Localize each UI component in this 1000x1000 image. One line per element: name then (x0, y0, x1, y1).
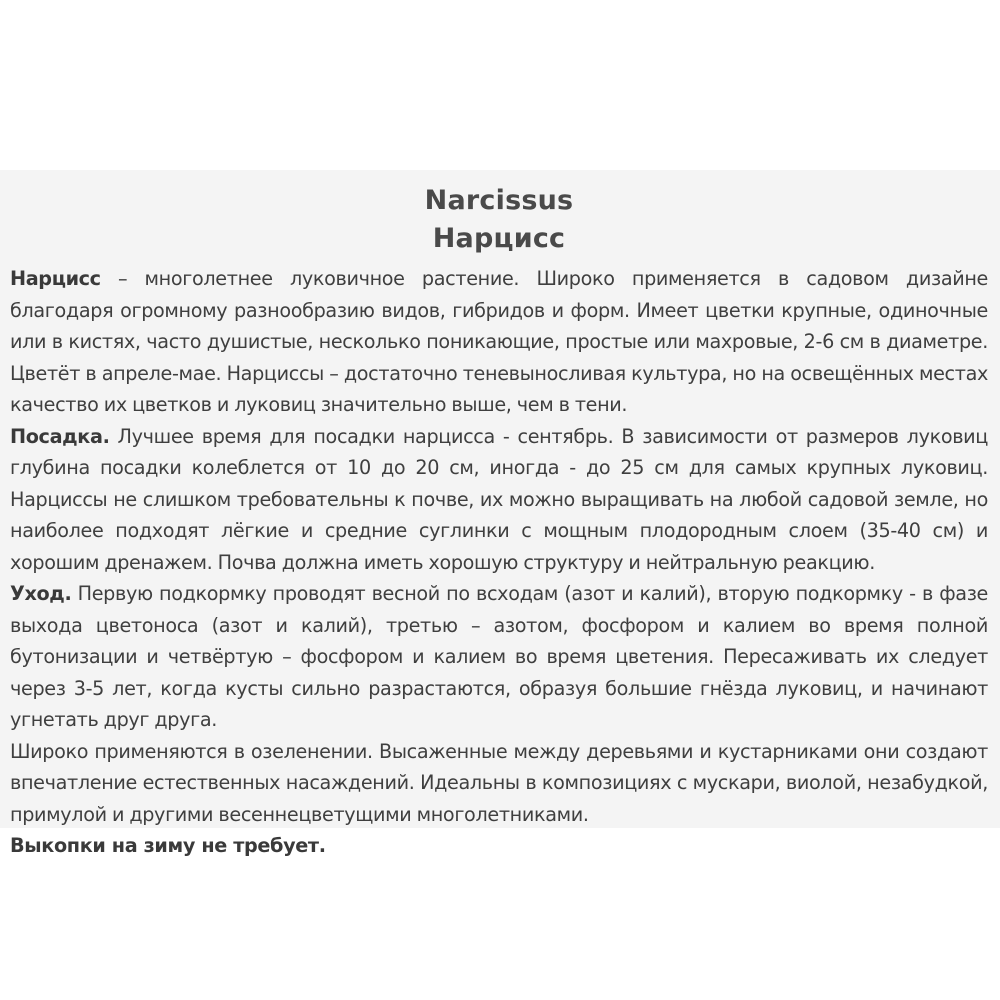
lead-planting: Посадка. (10, 424, 110, 448)
text-care: Первую подкормку проводят весной по всходам (азот и калий), вторую подкормку - в фазе выхода цветоноса (азот и калий), третью – азотом, фосфором и калием во время полной бутонизации и четвёртую – фосфором и калием во время цветения. Пересаживать их следует через 3-5 лет, когда кусты сильно разрастаются, образуя большие гнёзда луковиц, и начинают угнетать друг друга. (10, 582, 988, 731)
text-landscaping: Широко применяются в озеленении. Высаженные между деревьями и кустарниками они создают впечатление естественных насаждений. Идеальны в композициях с мускари, виолой, незабудкой, примулой и другими весеннецветущими многолетниками. (10, 739, 988, 826)
lead-care: Уход. (10, 582, 72, 605)
paragraph-landscaping (10, 736, 988, 831)
paragraph-description (10, 263, 988, 421)
title-russian: Нарцисс (432, 223, 566, 254)
title-latin: Narcissus (424, 185, 574, 216)
closing-note: Выкопки на зиму не требует. (10, 834, 326, 857)
paragraph-care (10, 578, 988, 736)
text-description: – многолетнее луковичное растение. Широко применяется в садовом дизайне благодаря огромному разнообразию видов, гибридов и форм. Имеет цветки крупные, одиночные или в кистях, часто душистые, несколько поникающие, простые или махровые, 2-6 см в диаметре. Цветёт в апреле-мае. Нарциссы – достаточно теневыносливая культура, но на освещённых местах качество их цветков и луковиц значительно выше, чем в тени. (10, 267, 988, 416)
lead-description: Нарцисс (10, 267, 101, 290)
plant-care-label (0, 170, 1000, 857)
text-planting: Лучшее время для посадки нарцисса - сентябрь. В зависимости от размеров луковиц глубина посадки колеблется от 10 до 20 см, иногда - до 25 см для самых крупных луковиц. Нарциссы не слишком требовательны к почве, их можно выращивать на любой садовой земле, но наиболее подходят лёгкие и средние суглинки с мощным плодородным слоем (35-40 см) и хорошим дренажем. Почва должна иметь хорошую структуру и нейтральную реакцию. (10, 424, 988, 574)
paragraph-planting (10, 421, 988, 579)
